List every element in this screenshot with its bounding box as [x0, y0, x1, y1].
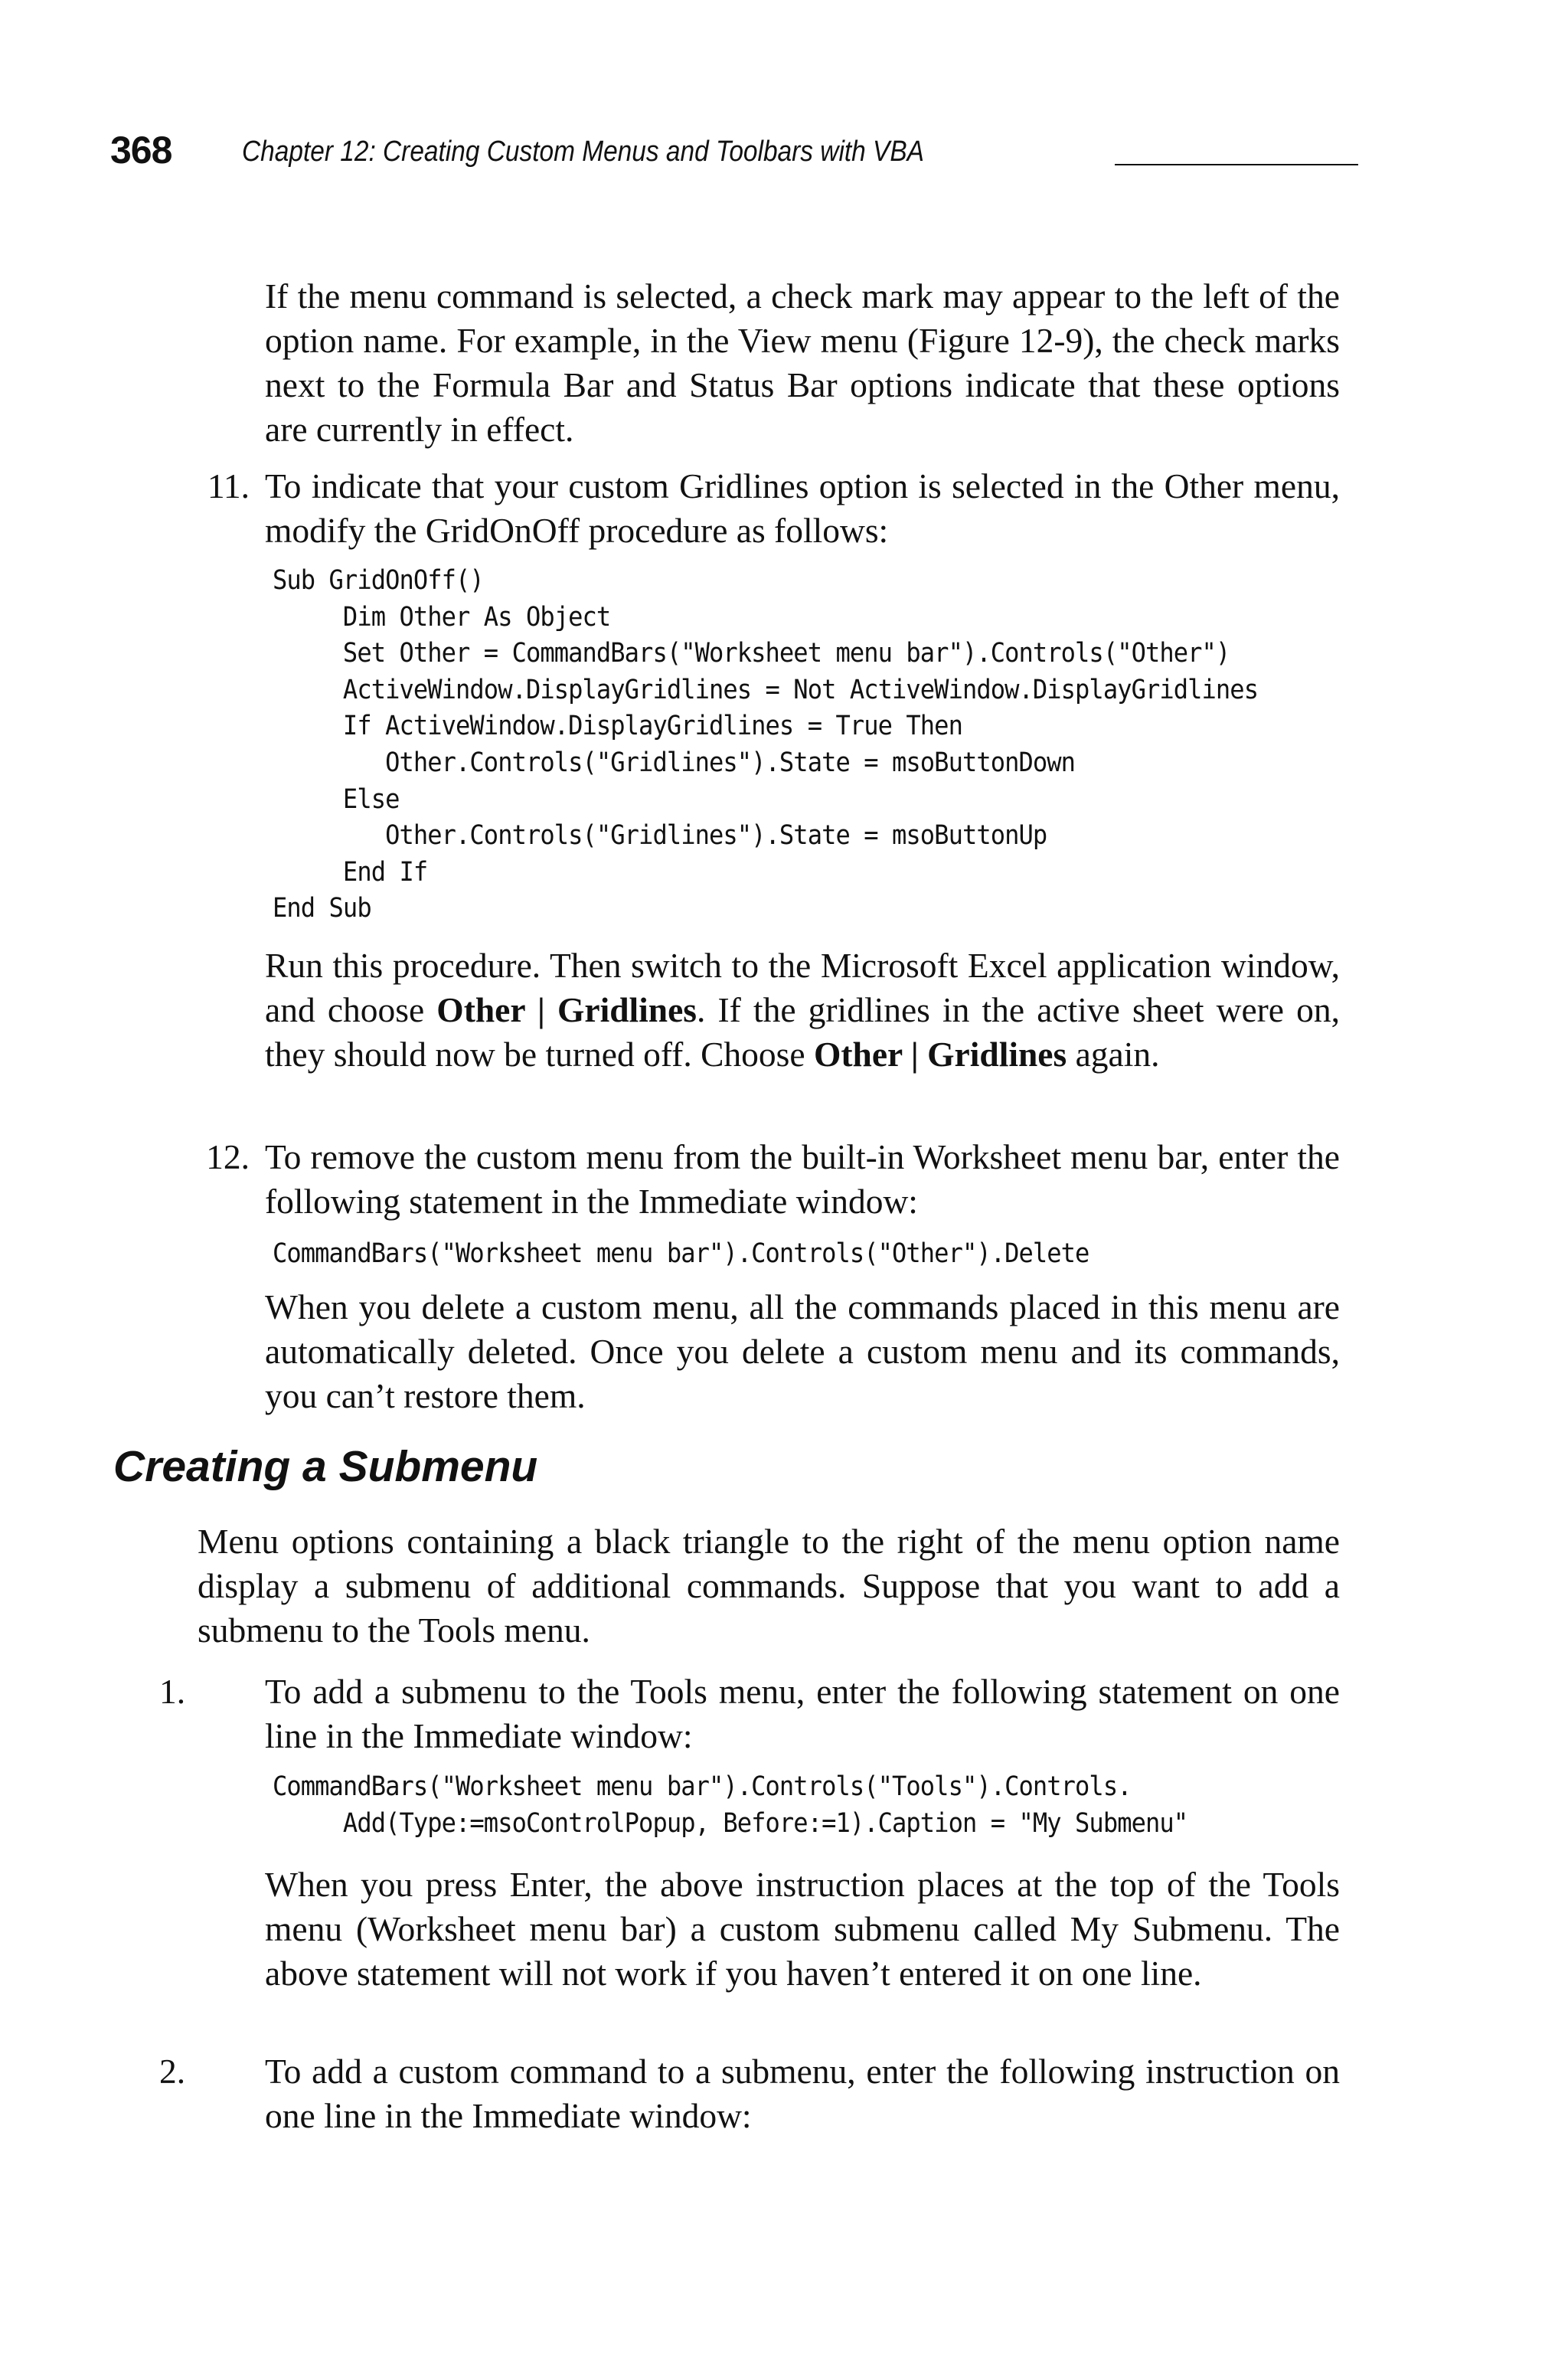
step-text: To add a custom command to a submenu, enter the following instruction on one line in the Immediate window:: [265, 2052, 1340, 2135]
step-followup-paragraph: When you delete a custom menu, all the commands placed in this menu are automatically deleted. Once you delete a custom menu and its commands, you can’t restore them.: [265, 1287, 1340, 1415]
step-followup-paragraph: [265, 944, 1340, 1077]
step-number: 1.: [159, 1672, 186, 1711]
step-number: 11.: [207, 466, 250, 505]
step-text: To remove the custom menu from the built-in Worksheet menu bar, enter the following statement in the Immediate window:: [265, 1137, 1340, 1221]
chapter-title: Chapter 12: Creating Custom Menus and Toolbars with VBA: [242, 136, 924, 168]
header-rule: [1115, 164, 1358, 165]
intro-paragraph: If the menu command is selected, a check mark may appear to the left of the option name. For example, in the View menu (Figure 12-9), the check marks next to the Formula Bar and Status Bar options indicate that these options are currently in effect.: [265, 276, 1340, 449]
text-run: again.: [1067, 1035, 1160, 1074]
step-followup-paragraph: When you press Enter, the above instruction places at the top of the Tools menu (Worksheet menu bar) a custom submenu called My Submenu. The above statement will not work if you haven’t entered it on one line.: [265, 1865, 1340, 1993]
step-text: To add a submenu to the Tools menu, enter the following statement on one line in the Immediate window:: [265, 1672, 1340, 1755]
step-text: To indicate that your custom Gridlines option is selected in the Other menu, modify the GridOnOff procedure as follows:: [265, 466, 1340, 550]
text-run: Run this procedure. Then switch to the Microsoft Excel application window, and choose: [265, 946, 1340, 1029]
code-block: Sub GridOnOff() Dim Other As Object Set Other = CommandBars("Worksheet menu bar").Controls("Other") ActiveWindow.DisplayGridlines = Not ActiveWindow.DisplayGridlines If ActiveWindow.DisplayGridlines = True Then Other.Controls("Gridlines").State = msoButtonDown Else Other.Controls("Gridlines").State = msoButtonUp End If End Sub: [273, 565, 1259, 924]
running-header: [110, 127, 1358, 173]
menu-path: Other | Gridlines: [436, 990, 697, 1029]
section-heading: Creating a Submenu: [113, 1442, 538, 1491]
code-line: CommandBars("Worksheet menu bar").Controls("Other").Delete: [273, 1238, 1089, 1269]
step-number: 2.: [159, 2052, 186, 2091]
text-run: . If the gridlines in the active sheet were on, they should now be turned off. Choose: [265, 990, 1340, 1074]
menu-path: Other | Gridlines: [813, 1035, 1067, 1074]
page-number: 368: [110, 129, 172, 172]
step-number: 12.: [206, 1137, 250, 1176]
code-block: CommandBars("Worksheet menu bar").Controls("Tools").Controls. Add(Type:=msoControlPopup, Before:=1).Caption = "My Submenu": [273, 1771, 1188, 1839]
section-intro-paragraph: Menu options containing a black triangle to the right of the menu option name display a submenu of additional commands. Suppose that you want to add a submenu to the Tools menu.: [198, 1522, 1340, 1650]
